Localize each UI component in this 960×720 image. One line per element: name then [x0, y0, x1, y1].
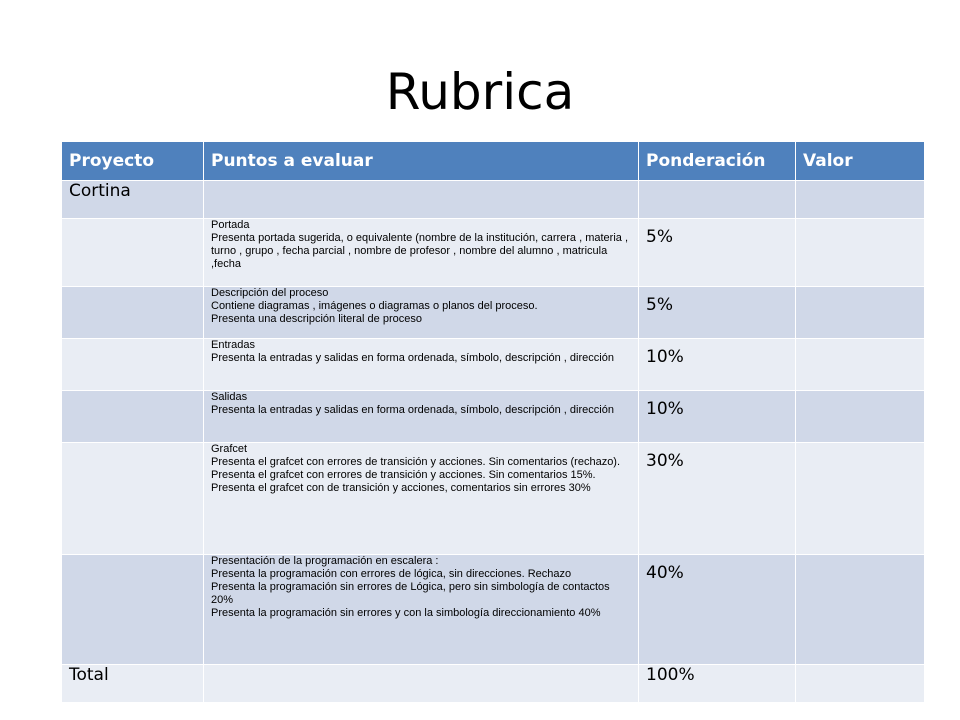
- criterion-line: Presenta la entradas y salidas en forma ordenada, símbolo, descripción , dirección: [211, 404, 614, 416]
- rubric-table: [61, 142, 925, 703]
- cell-ponderacion: 100%: [639, 665, 796, 703]
- cell-puntos: [204, 555, 639, 665]
- criterion-line: Presenta la programación con errores de lógica, sin direcciones. Rechazo: [211, 568, 572, 580]
- header-row: [62, 142, 925, 181]
- criterion-line: Grafcet: [211, 443, 248, 455]
- cell-proyecto: Total: [62, 665, 204, 703]
- ponderacion-value: 5%: [646, 295, 673, 315]
- table-row: [62, 391, 925, 443]
- cell-valor[interactable]: [796, 339, 925, 391]
- criterion-line: Presenta la programación sin errores de Lógica, pero sin simbología de contactos: [211, 581, 610, 593]
- header-proyecto: Proyecto: [62, 142, 204, 181]
- cell-puntos: [204, 665, 639, 703]
- header-valor: Valor: [796, 142, 925, 181]
- cell-ponderacion: [639, 287, 796, 339]
- criterion-line: Salidas: [211, 391, 248, 403]
- table-row: [62, 443, 925, 555]
- ponderacion-value: 5%: [646, 227, 673, 247]
- criterion-line: Presenta la entradas y salidas en forma ordenada, símbolo, descripción , dirección: [211, 352, 614, 364]
- cell-proyecto: Cortina: [62, 181, 204, 219]
- table-row: [62, 287, 925, 339]
- ponderacion-value: 10%: [646, 399, 684, 419]
- cell-valor[interactable]: [796, 181, 925, 219]
- cell-valor[interactable]: [796, 287, 925, 339]
- criterion-line: Presenta portada sugerida, o equivalente (nombre de la institución, carrera , materia , turno , grupo , fecha parcial , nombre de profesor , nombre del alumno , matricula ,fecha: [211, 232, 629, 270]
- header-ponderacion: Ponderación: [639, 142, 796, 181]
- criterion-line: Presenta la programación sin errores y con la simbología direccionamiento 40%: [211, 607, 601, 619]
- ponderacion-value: 40%: [646, 563, 684, 583]
- cell-puntos: [204, 287, 639, 339]
- criterion-line: Presenta el grafcet con errores de transición y acciones. Sin comentarios (rechazo).: [211, 456, 621, 468]
- cell-valor[interactable]: [796, 665, 925, 703]
- cell-proyecto: [62, 219, 204, 287]
- table-row: [62, 219, 925, 287]
- criterion-line: Portada: [211, 219, 250, 231]
- page-title: Rubrica: [385, 63, 575, 121]
- cell-puntos: [204, 181, 639, 219]
- criterion-line: Descripción del proceso: [211, 287, 329, 299]
- criterion-line: Contiene diagramas , imágenes o diagramas o planos del proceso.: [211, 300, 538, 312]
- table-row: [62, 555, 925, 665]
- criterion-line: Presenta el grafcet con errores de transición y acciones. Sin comentarios 15%.: [211, 469, 596, 481]
- cell-valor[interactable]: [796, 391, 925, 443]
- cell-proyecto: [62, 287, 204, 339]
- table-row: [62, 181, 925, 219]
- cell-puntos: [204, 339, 639, 391]
- cell-ponderacion: [639, 181, 796, 219]
- criterion-line: Entradas: [211, 339, 256, 351]
- ponderacion-value: 10%: [646, 347, 684, 367]
- cell-valor[interactable]: [796, 443, 925, 555]
- criterion-line: 20%: [211, 594, 234, 606]
- header-puntos: Puntos a evaluar: [204, 142, 639, 181]
- criterion-line: Presentación de la programación en escalera :: [211, 555, 439, 567]
- cell-ponderacion: [639, 443, 796, 555]
- cell-proyecto: [62, 555, 204, 665]
- cell-ponderacion: [639, 391, 796, 443]
- cell-proyecto: [62, 443, 204, 555]
- cell-ponderacion: [639, 555, 796, 665]
- cell-puntos: [204, 391, 639, 443]
- table-row: [62, 339, 925, 391]
- criterion-line: Presenta el grafcet con de transición y acciones, comentarios sin errores 30%: [211, 482, 591, 494]
- cell-proyecto: [62, 391, 204, 443]
- cell-ponderacion: [639, 339, 796, 391]
- cell-puntos: [204, 443, 639, 555]
- cell-puntos: [204, 219, 639, 287]
- cell-valor[interactable]: [796, 555, 925, 665]
- cell-valor[interactable]: [796, 219, 925, 287]
- cell-ponderacion: [639, 219, 796, 287]
- ponderacion-value: 30%: [646, 451, 684, 471]
- criterion-line: Presenta una descripción literal de proceso: [211, 313, 422, 325]
- cell-proyecto: [62, 339, 204, 391]
- table-row: [62, 665, 925, 703]
